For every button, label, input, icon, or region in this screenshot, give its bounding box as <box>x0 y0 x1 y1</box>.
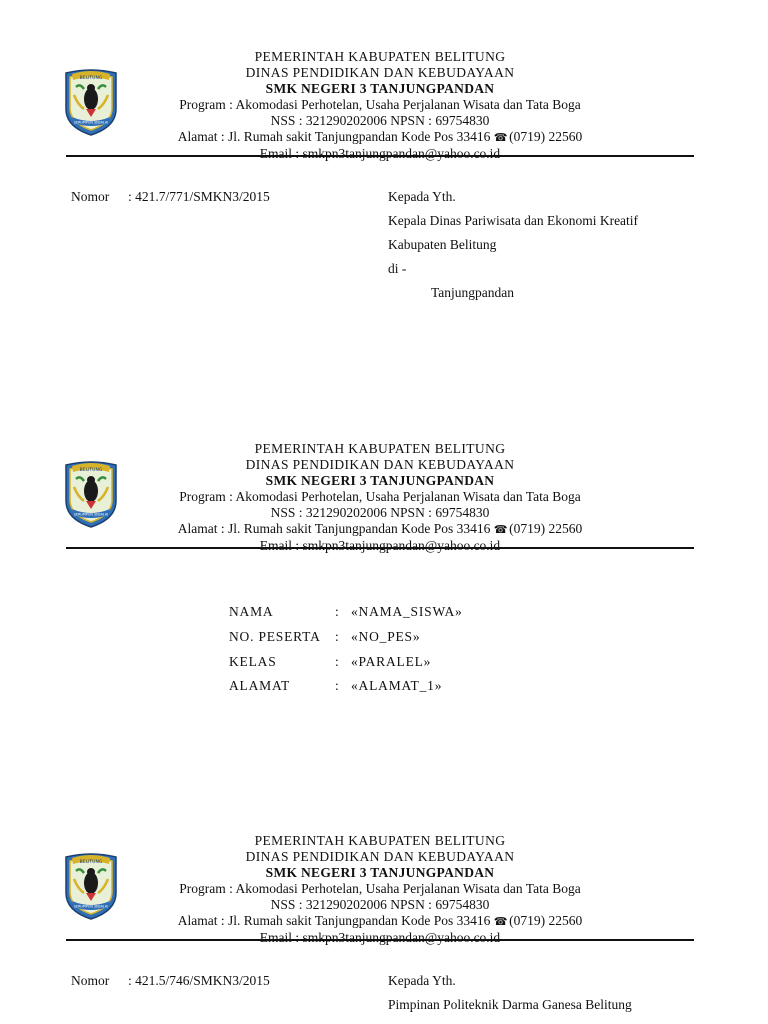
letterhead-text <box>150 441 610 554</box>
emblem-top-text: BELITUNG <box>79 860 103 865</box>
belitung-emblem-icon <box>62 849 120 921</box>
kop-email: Email : smkpn3tanjungpandan@yahoo.co.id <box>259 538 501 553</box>
kop-alamat <box>150 913 610 930</box>
kop-phone: (0719) 22560 <box>509 521 583 536</box>
emblem-motto-text: SERUMPUN SEBALAI <box>73 904 109 909</box>
belitung-emblem-icon <box>62 457 120 529</box>
recipient-place: Tanjungpandan <box>431 285 515 300</box>
kepada-yth: Kepada Yth. <box>388 973 456 988</box>
emblem-top-text: BELITUNG <box>79 76 103 81</box>
field-label: NAMA <box>229 604 274 619</box>
kop-alamat-text: Alamat : Jl. Rumah sakit Tanjungpandan Kode Pos 33416 <box>177 913 491 928</box>
emblem-top-text: BELITUNG <box>79 468 103 473</box>
belitung-emblem-icon <box>62 65 120 137</box>
kop-line-dinas: DINAS PENDIDIKAN DAN KEBUDAYAAN <box>245 457 515 472</box>
emblem-motto-text: SERUMPUN SEBALAI <box>73 512 109 517</box>
kop-program: Program : Akomodasi Perhotelan, Usaha Perjalanan Wisata dan Tata Boga <box>179 881 581 896</box>
kop-phone: (0719) 22560 <box>509 913 583 928</box>
recipient-line-2: Kabupaten Belitung <box>388 237 497 252</box>
kop-school-name: SMK NEGERI 3 TANJUNGPANDAN <box>265 81 495 96</box>
field-value: «NAMA_SISWA» <box>351 604 463 619</box>
kop-email: Email : smkpn3tanjungpandan@yahoo.co.id <box>259 930 501 945</box>
kop-alamat <box>150 129 610 146</box>
kop-line-pemerintah: PEMERINTAH KABUPATEN BELITUNG <box>254 441 506 456</box>
field-colon: : <box>335 629 339 644</box>
emblem-motto-text: SERUMPUN SEBALAI <box>73 120 109 125</box>
kop-nss-npsn: NSS : 321290202006 NPSN : 69754830 <box>270 897 490 912</box>
kop-line-dinas: DINAS PENDIDIKAN DAN KEBUDAYAAN <box>245 849 515 864</box>
recipient-line-1: Kepala Dinas Pariwisata dan Ekonomi Kreatif <box>388 213 639 228</box>
kop-line-pemerintah: PEMERINTAH KABUPATEN BELITUNG <box>254 833 506 848</box>
kop-alamat-text: Alamat : Jl. Rumah sakit Tanjungpandan Kode Pos 33416 <box>177 129 491 144</box>
field-value: «ALAMAT_1» <box>351 678 443 693</box>
letterhead-text <box>150 833 610 946</box>
field-colon: : <box>335 654 339 669</box>
field-colon: : <box>335 678 339 693</box>
recipient-line-1: Pimpinan Politeknik Darma Ganesa Belitung <box>388 997 632 1012</box>
recipient-di: di - <box>388 261 407 276</box>
nomor-label: Nomor <box>71 189 110 204</box>
telephone-icon: ☎ <box>493 915 508 928</box>
kop-program: Program : Akomodasi Perhotelan, Usaha Perjalanan Wisata dan Tata Boga <box>179 97 581 112</box>
nomor-value: : 421.5/746/SMKN3/2015 <box>128 973 270 988</box>
letterhead-rule <box>66 155 694 157</box>
telephone-icon: ☎ <box>493 131 508 144</box>
nomor-value: : 421.7/771/SMKN3/2015 <box>128 189 270 204</box>
kop-phone: (0719) 22560 <box>509 129 583 144</box>
student-label-card <box>0 434 768 704</box>
kop-school-name: SMK NEGERI 3 TANJUNGPANDAN <box>265 865 495 880</box>
kop-line-pemerintah: PEMERINTAH KABUPATEN BELITUNG <box>254 49 506 64</box>
letterhead-rule <box>66 939 694 941</box>
telephone-icon: ☎ <box>493 523 508 536</box>
field-label: ALAMAT <box>229 678 291 693</box>
field-label: NO. PESERTA <box>229 629 321 644</box>
school-emblem <box>62 457 120 529</box>
kop-line-dinas: DINAS PENDIDIKAN DAN KEBUDAYAAN <box>245 65 515 80</box>
field-value: «NO_PES» <box>351 629 421 644</box>
kop-alamat-text: Alamat : Jl. Rumah sakit Tanjungpandan Kode Pos 33416 <box>177 521 491 536</box>
field-colon: : <box>335 604 339 619</box>
nomor-label: Nomor <box>71 973 110 988</box>
letterhead-rule <box>66 547 694 549</box>
kepada-yth: Kepada Yth. <box>388 189 456 204</box>
kop-nss-npsn: NSS : 321290202006 NPSN : 69754830 <box>270 505 490 520</box>
field-value: «PARALEL» <box>351 654 432 669</box>
letterhead-text <box>150 49 610 162</box>
kop-school-name: SMK NEGERI 3 TANJUNGPANDAN <box>265 473 495 488</box>
school-emblem <box>62 849 120 921</box>
field-label: KELAS <box>229 654 277 669</box>
letter-page-1 <box>0 42 768 302</box>
kop-nss-npsn: NSS : 321290202006 NPSN : 69754830 <box>270 113 490 128</box>
kop-program: Program : Akomodasi Perhotelan, Usaha Perjalanan Wisata dan Tata Boga <box>179 489 581 504</box>
letter-page-2 <box>0 826 768 1024</box>
kop-email: Email : smkpn3tanjungpandan@yahoo.co.id <box>259 146 501 161</box>
kop-alamat <box>150 521 610 538</box>
school-emblem <box>62 65 120 137</box>
